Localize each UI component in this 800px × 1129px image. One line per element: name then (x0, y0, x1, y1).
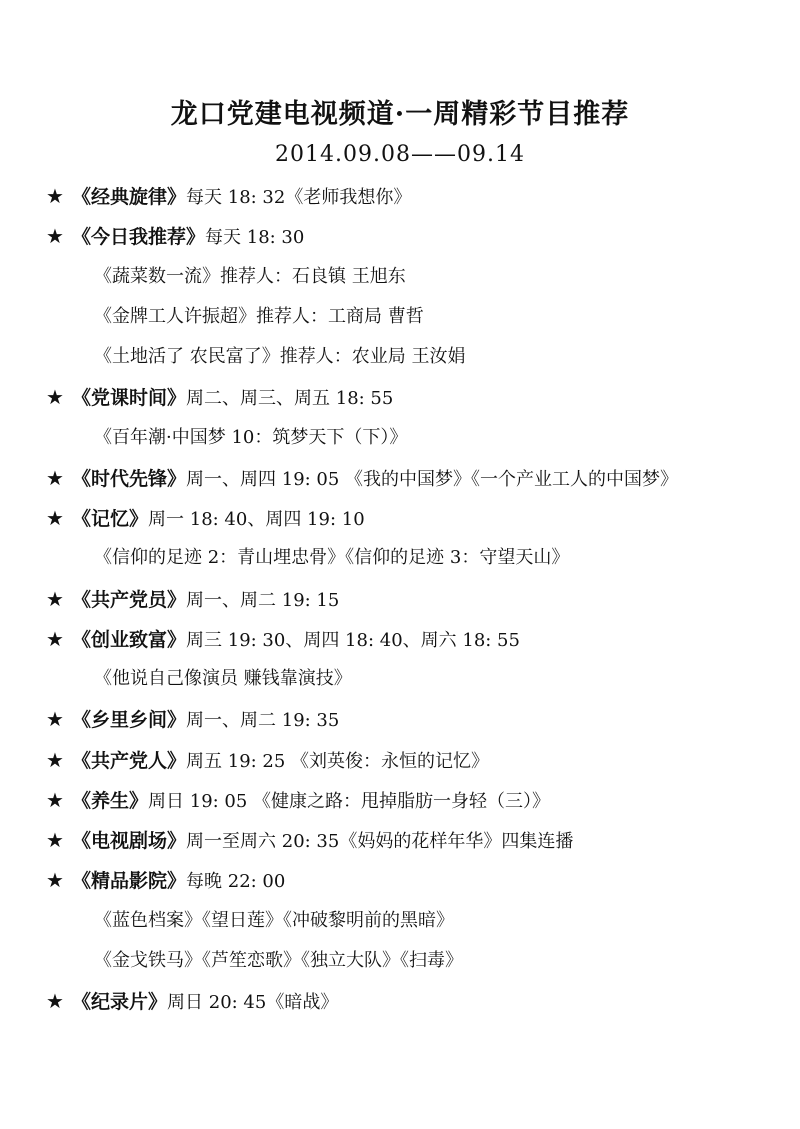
page-title: 龙口党建电视频道·一周精彩节目推荐 (170, 99, 630, 130)
program-episode: 《他说自己像演员 赚钱靠演技》 (94, 668, 352, 689)
program-episode: 《信仰的足迹 2：青山埋忠骨》《信仰的足迹 3：守望天山》 (94, 547, 570, 568)
program-name: 《经典旋律》 (72, 186, 187, 208)
program-entry (46, 748, 489, 774)
program-episode: 《百年潮·中国梦 10：筑梦天下（下）》 (94, 427, 408, 448)
program-schedule: 每天 18: 30 (205, 227, 305, 248)
program-schedule: 周五 19: 25 《刘英俊：永恒的记忆》 (186, 751, 490, 772)
program-episode: 《金牌工人许振超》推荐人：工商局 曹哲 (94, 306, 424, 327)
program-schedule: 周二、周三、周五 18: 55 (186, 388, 394, 409)
program-name: 《养生》 (72, 790, 149, 812)
program-episode: 《蔬菜数一流》推荐人：石良镇 王旭东 (94, 266, 406, 287)
program-entry (46, 788, 550, 814)
program-name: 《今日我推荐》 (72, 226, 206, 248)
star-icon: ★ (46, 466, 64, 490)
program-schedule: 周日 20: 45《暗战》 (167, 992, 339, 1013)
program-name: 《共产党人》 (72, 750, 187, 772)
program-episode: 《金戈铁马》《芦笙恋歌》《独立大队》《扫毒》 (94, 950, 463, 971)
star-icon: ★ (46, 707, 64, 731)
program-schedule: 周一至周六 20: 35《妈妈的花样年华》四集连播 (186, 831, 574, 852)
program-name: 《创业致富》 (72, 629, 187, 651)
star-icon: ★ (46, 587, 64, 611)
star-icon: ★ (46, 385, 64, 409)
program-name: 《共产党员》 (72, 589, 187, 611)
program-entry (46, 506, 365, 532)
program-schedule: 周三 19: 30、周四 18: 40、周六 18: 55 (186, 630, 520, 651)
program-entry (46, 627, 520, 653)
program-entry (46, 868, 285, 894)
star-icon: ★ (46, 627, 64, 651)
program-entry (46, 707, 339, 733)
program-entry (46, 466, 678, 492)
program-episode: 《土地活了 农民富了》推荐人：农业局 王汝娟 (94, 346, 466, 367)
star-icon: ★ (46, 184, 64, 208)
star-icon: ★ (46, 788, 64, 812)
program-name: 《党课时间》 (72, 387, 187, 409)
program-schedule: 周一、周二 19: 15 (186, 590, 340, 611)
program-schedule: 周一、周二 19: 35 (186, 710, 340, 731)
program-schedule: 每天 18: 32《老师我想你》 (186, 187, 412, 208)
program-name: 《精品影院》 (72, 870, 187, 892)
star-icon: ★ (46, 224, 64, 248)
program-name: 《时代先锋》 (72, 468, 187, 490)
star-icon: ★ (46, 748, 64, 772)
program-entry (46, 828, 573, 854)
program-schedule: 周一、周四 19: 05 《我的中国梦》《一个产业工人的中国梦》 (186, 469, 679, 490)
star-icon: ★ (46, 989, 64, 1013)
program-entry (46, 989, 338, 1015)
program-schedule: 周一 18: 40、周四 19: 10 (148, 509, 365, 530)
program-schedule: 周日 19: 05 《健康之路：甩掉脂肪一身轻（三）》 (148, 791, 551, 812)
date-range: 2014.09.08——09.14 (275, 142, 525, 167)
star-icon: ★ (46, 828, 64, 852)
program-entry (46, 385, 393, 411)
program-schedule: 每晚 22: 00 (186, 871, 286, 892)
program-episode: 《蓝色档案》《望日莲》《冲破黎明前的黑暗》 (94, 910, 454, 931)
program-name: 《电视剧场》 (72, 830, 187, 852)
program-entry (46, 184, 411, 210)
program-name: 《乡里乡间》 (72, 709, 187, 731)
program-entry (46, 587, 339, 613)
program-name: 《纪录片》 (72, 991, 168, 1013)
star-icon: ★ (46, 506, 64, 530)
program-name: 《记忆》 (72, 508, 149, 530)
program-entry (46, 224, 304, 250)
star-icon: ★ (46, 868, 64, 892)
